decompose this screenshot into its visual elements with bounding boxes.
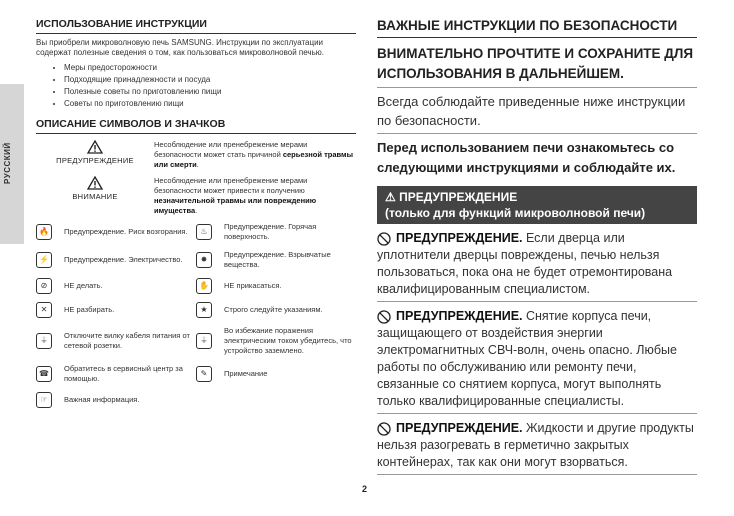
explosive-icon: ✸	[196, 252, 212, 268]
left-column	[36, 18, 356, 408]
symbol-entry: ♨ Предупреждение. Горячая поверхность.	[196, 222, 356, 242]
right-column	[377, 18, 697, 475]
symbol-entry: ✎ Примечание	[196, 364, 356, 384]
caution-text: Несоблюдение или пренебрежение мерами безопасности может привести к получению	[154, 176, 308, 195]
prohibited-icon	[377, 310, 391, 324]
read-keep-heading: ВНИМАТЕЛЬНО ПРОЧТИТЕ И СОХРАНИТЕ ДЛЯ ИСПОЛЬЗОВАНИЯ В ДАЛЬНЕЙШЕМ.	[377, 44, 697, 88]
warning-emphasis: серьезной травмы или смерти	[154, 150, 353, 169]
symbol-entry: ⊘ НЕ делать.	[36, 278, 196, 294]
important-icon: ☞	[36, 392, 52, 408]
warning-label: ПРЕДУПРЕЖДЕНИЕ	[56, 156, 134, 165]
warning-item: ПРЕДУПРЕЖДЕНИЕ. Если дверца или уплотнители дверцы повреждены, печью нельзя пользоваться, пока она не будет отремонтирована квалифицированным специалистом.	[377, 230, 697, 302]
fire-icon: 🔥	[36, 224, 52, 240]
follow-instructions-icon: ★	[196, 302, 212, 318]
contents-list	[36, 62, 356, 110]
hot-surface-icon: ♨	[196, 224, 212, 240]
warning-banner: ⚠ ПРЕДУПРЕЖДЕНИЕ (только для функций микроволновой печи)	[377, 186, 697, 224]
no-do-icon: ⊘	[36, 278, 52, 294]
language-side-tab	[0, 84, 24, 244]
language-label: РУССКИЙ	[3, 142, 12, 184]
list-item: • Меры предосторожности	[64, 62, 356, 74]
symbol-entry: ⚡ Предупреждение. Электричество.	[36, 250, 196, 270]
page-number: 2	[362, 484, 368, 494]
symbol-entry: ⏚ Отключите вилку кабеля питания от сетевой розетки.	[36, 326, 196, 356]
symbol-entry: ☎ Обратитесь в сервисный центр за помощью.	[36, 364, 196, 384]
caution-triangle-icon	[87, 176, 103, 190]
symbol-entry: ★ Строго следуйте указаниям.	[196, 302, 356, 318]
usage-heading: ИСПОЛЬЗОВАНИЕ ИНСТРУКЦИИ	[36, 18, 356, 34]
symbol-entry: ✋ НЕ прикасаться.	[196, 278, 356, 294]
symbol-entry: ⏚ Во избежание поражения электрическим током убедитесь, что устройство заземлено.	[196, 326, 356, 356]
caution-label: ВНИМАНИЕ	[72, 192, 118, 201]
note-icon: ✎	[196, 366, 212, 382]
intro-text: Вы приобрели микроволновую печь SAMSUNG. Инструкции по эксплуатации содержат полезные сведения о том, как пользоваться микроволновой печью.	[36, 38, 324, 57]
service-center-icon: ☎	[36, 366, 52, 382]
prohibited-icon	[377, 422, 391, 436]
list-item: • Полезные советы по приготовлению пищи	[64, 86, 356, 98]
ground-icon: ⏚	[196, 333, 212, 349]
read-before-use: Перед использованием печи ознакомьтесь со следующими инструкциями и соблюдайте их.	[377, 140, 676, 175]
warning-text: Несоблюдение или пренебрежение мерами безопасности может стать причиной	[154, 140, 308, 159]
warning-item: ПРЕДУПРЕЖДЕНИЕ. Жидкости и другие продукты нельзя разогревать в герметично закрытых контейнерах, так как они могут взорваться.	[377, 420, 697, 475]
warning-item: ПРЕДУПРЕЖДЕНИЕ. Снятие корпуса печи, защищающего от воздействия энергии электромагнитных СВЧ-волн, очень опасно. Любые работы по обслуживанию или ремонту печи, связанные со снятием корпуса, могут выполнять только квалифицированные специалисты.	[377, 308, 697, 414]
electric-icon: ⚡	[36, 252, 52, 268]
symbol-entry: ✕ НЕ разбирать.	[36, 302, 196, 318]
safety-heading: ВАЖНЫЕ ИНСТРУКЦИИ ПО БЕЗОПАСНОСТИ	[377, 18, 697, 38]
warning-triangle-icon	[87, 140, 103, 154]
list-item: • Советы по приготовлению пищи	[64, 98, 356, 110]
list-item: • Подходящие принадлежности и посуда	[64, 74, 356, 86]
symbol-entry: ☞ Важная информация.	[36, 392, 196, 408]
caution-definition: ВНИМАНИЕ Несоблюдение или пренебрежение мерами безопасности может привести к получению незначительной травмы или повреждению имущества.	[72, 176, 317, 215]
symbols-grid	[36, 222, 356, 408]
prohibited-icon	[377, 232, 391, 246]
unplug-icon: ⏚	[36, 333, 52, 349]
safety-intro: Всегда соблюдайте приведенные ниже инструкции по безопасности.	[377, 92, 697, 134]
symbols-heading: ОПИСАНИЕ СИМВОЛОВ И ЗНАЧКОВ	[36, 118, 356, 134]
symbol-entry: ✸ Предупреждение. Взрывчатые вещества.	[196, 250, 356, 270]
no-disassemble-icon: ✕	[36, 302, 52, 318]
warning-definition: ПРЕДУПРЕЖДЕНИЕ Несоблюдение или пренебрежение мерами безопасности может стать причиной серьезной травмы или смерти.	[56, 140, 353, 169]
banner-subtitle: (только для функций микроволновой печи)	[385, 206, 646, 220]
warning-triangle-icon: ⚠	[385, 190, 396, 204]
symbol-entry: 🔥 Предупреждение. Риск возгорания.	[36, 222, 196, 242]
caution-emphasis: незначительной травмы или повреждению имущества	[154, 196, 317, 215]
no-touch-icon: ✋	[196, 278, 212, 294]
